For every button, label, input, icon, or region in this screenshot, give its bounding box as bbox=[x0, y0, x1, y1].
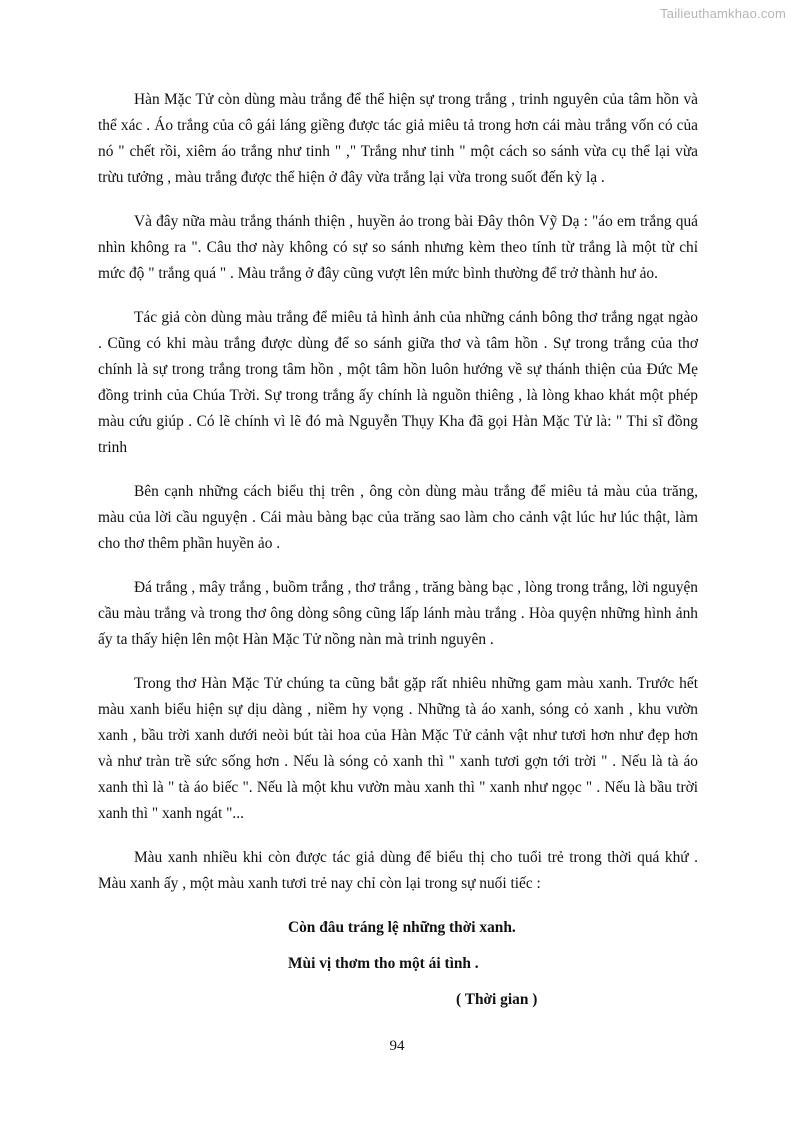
paragraph-6: Trong thơ Hàn Mặc Tử chúng ta cũng bắt gặp rất nhiêu những gam màu xanh. Trước hết màu xanh biểu hiện sự dịu dàng , niềm hy vọng . Những tà áo xanh, sóng cỏ xanh , khu vườn xanh , bầu trời xanh dưới neòi bút tài hoa của Hàn Mặc Tử cảnh vật như tươi hơn như đẹp hơn và như tràn trề sức sống hơn . Nếu là sóng cỏ xanh thì " xanh tươi gợn tới trời " . Nếu là tà áo xanh thì là " tà áo biếc ". Nếu là một khu vườn màu xanh thì " xanh như ngọc " . Nếu là bầu trời xanh thì " xanh ngát "... bbox=[98, 675, 698, 822]
paragraph-4: Bên cạnh những cách biểu thị trên , ông còn dùng màu trắng để miêu tả màu của trăng, màu của lời cầu nguyện . Cái màu bàng bạc của trăng sao làm cho cảnh vật lúc hư lúc thật, làm cho thơ thêm phần huyền ảo . bbox=[98, 483, 698, 552]
paragraph-3: Tác giả còn dùng màu trắng để miêu tả hình ảnh của những cánh bông thơ trắng ngạt ngào . Cũng có khi màu trắng được dùng để so sánh giữa thơ và tâm hồn . Sự trong trắng của thơ chính là sự trong trắng trong tâm hồn , một tâm hồn luôn hướng về sự thánh thiện của Đức Mẹ đồng trinh của Chúa Trời. Sự trong trắng ấy chính là nguồn thiêng , là lòng khao khát một phép màu cứu giúp . Có lẽ chính vì lẽ đó mà Nguyễn Thụy Kha đã gọi Hàn Mặc Tử là: " Thi sĩ đồng trinh bbox=[98, 309, 698, 456]
poem-quote bbox=[98, 915, 698, 1013]
paragraph-2: Và đây nữa màu trắng thánh thiện , huyền ảo trong bài Đây thôn Vỹ Dạ : "áo em trắng quá nhìn không ra ". Câu thơ này không có sự so sánh nhưng kèm theo tính từ trắng là một từ chỉ mức độ " trắng quá " . Màu trắng ở đây cũng vượt lên mức bình thường để trở thành hư ảo. bbox=[98, 213, 698, 282]
paragraph-7: Màu xanh nhiều khi còn được tác giả dùng để biểu thị cho tuổi trẻ trong thời quá khứ . Màu xanh ấy , một màu xanh tươi trẻ nay chỉ còn lại trong sự nuối tiếc : bbox=[98, 849, 698, 892]
page-body bbox=[98, 87, 698, 1013]
poem-line-2: Mùi vị thơm tho một ái tình . bbox=[288, 955, 479, 972]
watermark: Tailieuthamkhao.com bbox=[660, 6, 786, 21]
paragraph-5: Đá trắng , mây trắng , buồm trắng , thơ trắng , trăng bàng bạc , lòng trong trắng, lời nguyện cầu màu trắng và trong thơ ông dòng sông cũng lấp lánh màu trắng . Hòa quyện những hình ảnh ấy ta thấy hiện lên một Hàn Mặc Tử nồng nàn mà trinh nguyên . bbox=[98, 579, 698, 648]
poem-source: ( Thời gian ) bbox=[456, 991, 538, 1008]
page-number: 94 bbox=[389, 1038, 405, 1054]
paragraph-1: Hàn Mặc Tử còn dùng màu trắng để thể hiện sự trong trắng , trinh nguyên của tâm hồn và thể xác . Áo trắng của cô gái láng giềng được tác giả miêu tả trong hơn cái màu trắng vốn có của nó " chết rồi, xiêm áo trắng như tinh " ," Trắng như tinh " một cách so sánh vừa cụ thể lại vừa trừu tưởng , màu trắng được thể hiện ở đây vừa trắng lại vừa trong suốt đến kỳ lạ . bbox=[98, 91, 698, 186]
poem-line-1: Còn đâu tráng lệ những thời xanh. bbox=[288, 919, 516, 936]
